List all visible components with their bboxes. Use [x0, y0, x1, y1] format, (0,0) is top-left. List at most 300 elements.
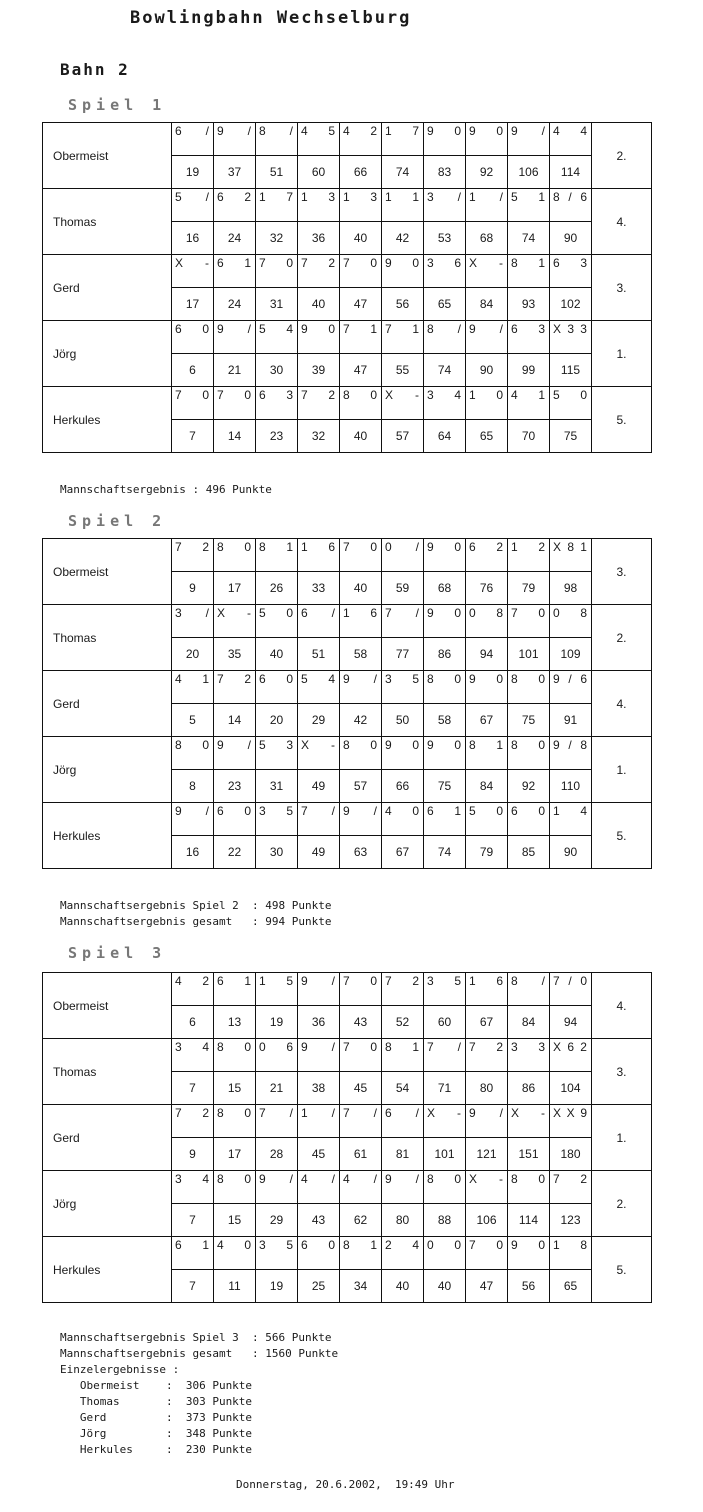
roll: 5 — [286, 974, 293, 988]
cumulative-score: 35 — [214, 638, 256, 671]
print-timestamp: Donnerstag, 20.6.2002, 19:49 Uhr — [236, 1478, 455, 1491]
roll: 1 — [469, 388, 476, 402]
roll: 8 — [343, 738, 350, 752]
roll: 1 — [553, 804, 560, 818]
lane-heading: Bahn 2 — [60, 60, 130, 79]
roll: 0 — [328, 322, 335, 336]
roll: 8 — [511, 672, 518, 686]
player-name: Thomas — [43, 189, 172, 255]
roll: / — [205, 606, 209, 620]
roll: 0 — [454, 1238, 461, 1252]
roll: 2 — [580, 1172, 587, 1186]
frame-rolls — [340, 803, 382, 836]
cumulative-score: 86 — [424, 638, 466, 671]
player-name: Thomas — [43, 605, 172, 671]
cumulative-score: 20 — [172, 638, 214, 671]
roll: 1 — [385, 124, 392, 138]
roll: 0 — [538, 606, 545, 620]
score-table — [42, 972, 652, 1303]
player-frames-row — [43, 1237, 652, 1270]
roll: 4 — [301, 1172, 308, 1186]
roll: 6 — [259, 388, 266, 402]
frame-rolls — [382, 973, 424, 1006]
roll: 9 — [175, 804, 182, 818]
cumulative-score: 6 — [172, 354, 214, 387]
roll: 9 — [553, 672, 560, 686]
cumulative-score: 15 — [214, 1204, 256, 1237]
frame-rolls — [172, 605, 214, 638]
roll: 4 — [328, 672, 335, 686]
roll: 6 — [580, 672, 587, 686]
roll: 7 — [511, 606, 518, 620]
cumulative-score: 15 — [214, 1072, 256, 1105]
roll: 7 — [385, 606, 392, 620]
roll: 1 — [202, 1238, 209, 1252]
roll: 4 — [217, 1238, 224, 1252]
roll: 8 — [385, 1040, 392, 1054]
frame-rolls — [172, 321, 214, 354]
roll: 3 — [259, 804, 266, 818]
frame-rolls — [214, 189, 256, 222]
player-placing: 1. — [592, 321, 652, 387]
roll: 8 — [511, 738, 518, 752]
roll: 6 — [217, 256, 224, 270]
cumulative-score: 91 — [550, 704, 592, 737]
cumulative-score: 74 — [424, 354, 466, 387]
player-placing: 3. — [592, 1039, 652, 1105]
frame-rolls — [424, 1171, 466, 1204]
frame-rolls — [424, 1105, 466, 1138]
roll: 1 — [244, 256, 251, 270]
roll: / — [331, 974, 335, 988]
frame-rolls — [214, 1039, 256, 1072]
roll: 3 — [328, 190, 335, 204]
roll: - — [205, 256, 209, 270]
roll: 7 — [343, 974, 350, 988]
player-frames-row — [43, 803, 652, 836]
roll: 2 — [496, 1040, 503, 1054]
roll: 9 — [301, 974, 308, 988]
roll: / — [415, 1106, 419, 1120]
frame-rolls — [424, 737, 466, 770]
cumulative-score: 33 — [298, 572, 340, 605]
frame-rolls — [550, 255, 592, 288]
cumulative-score: 83 — [424, 156, 466, 189]
frame-rolls — [172, 255, 214, 288]
frame-rolls — [172, 189, 214, 222]
roll: - — [541, 1106, 545, 1120]
roll: 0 — [244, 1238, 251, 1252]
cumulative-score: 79 — [466, 836, 508, 869]
roll: 1 — [370, 1238, 377, 1252]
frame-rolls — [466, 803, 508, 836]
cumulative-score: 114 — [508, 1204, 550, 1237]
roll: / — [247, 124, 251, 138]
roll: 0 — [259, 1040, 266, 1054]
roll: 5 — [469, 804, 476, 818]
frame-rolls — [340, 1105, 382, 1138]
cumulative-score: 47 — [466, 1270, 508, 1303]
roll: 9 — [469, 1106, 476, 1120]
roll: 1 — [343, 606, 350, 620]
player-placing: 4. — [592, 973, 652, 1039]
cumulative-score: 31 — [256, 770, 298, 803]
roll: / — [568, 974, 572, 988]
roll: 0 — [244, 388, 251, 402]
frame-rolls — [550, 803, 592, 836]
frame-rolls — [508, 605, 550, 638]
roll: 4 — [511, 388, 518, 402]
frame-rolls — [382, 123, 424, 156]
player-name: Gerd — [43, 671, 172, 737]
frame-rolls — [340, 973, 382, 1006]
cumulative-score: 56 — [508, 1270, 550, 1303]
cumulative-score: 101 — [508, 638, 550, 671]
frame-rolls — [298, 123, 340, 156]
roll: 8 — [343, 1238, 350, 1252]
frame-rolls — [550, 1237, 592, 1270]
player-name: Gerd — [43, 1105, 172, 1171]
roll: 0 — [370, 256, 377, 270]
roll: 6 — [301, 606, 308, 620]
cumulative-score: 40 — [340, 572, 382, 605]
frame-rolls — [256, 321, 298, 354]
summary-line: Mannschaftsergebnis gesamt : 1560 Punkte — [60, 1347, 339, 1360]
roll: 8 — [259, 124, 266, 138]
roll: 8 — [427, 1172, 434, 1186]
cumulative-score: 42 — [340, 704, 382, 737]
cumulative-score: 104 — [550, 1072, 592, 1105]
player-frames-row — [43, 1171, 652, 1204]
roll: 4 — [175, 974, 182, 988]
cumulative-score: 19 — [256, 1006, 298, 1039]
roll: 8 — [511, 256, 518, 270]
roll: 5 — [175, 190, 182, 204]
frame-rolls — [340, 255, 382, 288]
roll: 1 — [538, 388, 545, 402]
roll: 2 — [580, 1040, 587, 1054]
frame-rolls — [340, 737, 382, 770]
player-frames-row — [43, 1039, 652, 1072]
cumulative-score: 84 — [466, 288, 508, 321]
roll: / — [331, 1106, 335, 1120]
roll: 3 — [427, 974, 434, 988]
roll: 9 — [217, 322, 224, 336]
roll: / — [499, 322, 503, 336]
roll: 3 — [286, 738, 293, 752]
frame-rolls — [214, 387, 256, 420]
roll: / — [205, 124, 209, 138]
roll: 5 — [301, 672, 308, 686]
roll: 2 — [244, 190, 251, 204]
cumulative-score: 64 — [424, 420, 466, 453]
roll: 0 — [580, 974, 587, 988]
frame-rolls — [256, 1105, 298, 1138]
roll: 1 — [301, 540, 308, 554]
cumulative-score: 14 — [214, 704, 256, 737]
roll: / — [541, 974, 545, 988]
roll: 7 — [385, 322, 392, 336]
roll: 0 — [412, 738, 419, 752]
cumulative-score: 23 — [256, 420, 298, 453]
frame-rolls — [466, 973, 508, 1006]
frame-rolls — [382, 1237, 424, 1270]
roll: 7 — [553, 974, 560, 988]
roll: 9 — [427, 606, 434, 620]
cumulative-score: 68 — [424, 572, 466, 605]
roll: 6 — [175, 322, 182, 336]
player-name: Obermeist — [43, 123, 172, 189]
score-table — [42, 538, 652, 869]
roll: 9 — [259, 1172, 266, 1186]
cumulative-score: 40 — [256, 638, 298, 671]
cumulative-score: 180 — [550, 1138, 592, 1171]
roll: 8 — [175, 738, 182, 752]
cumulative-score: 90 — [466, 354, 508, 387]
frame-rolls — [172, 1039, 214, 1072]
roll: X — [217, 606, 226, 620]
roll: 0 — [496, 672, 503, 686]
summary-line: Obermeist : 306 Punkte — [60, 1379, 253, 1392]
frame-rolls — [382, 189, 424, 222]
frame-rolls — [298, 973, 340, 1006]
cumulative-score: 80 — [466, 1072, 508, 1105]
roll: 5 — [259, 738, 266, 752]
roll: 0 — [496, 388, 503, 402]
roll: 0 — [244, 1040, 251, 1054]
roll: 1 — [412, 1040, 419, 1054]
frame-rolls — [298, 1171, 340, 1204]
roll: 6 — [580, 190, 587, 204]
roll: / — [541, 124, 545, 138]
cumulative-score: 30 — [256, 354, 298, 387]
frame-rolls — [550, 605, 592, 638]
team-result-summary — [60, 1330, 338, 1458]
cumulative-score: 32 — [298, 420, 340, 453]
roll: 9 — [217, 124, 224, 138]
roll: 7 — [301, 388, 308, 402]
roll: 9 — [343, 804, 350, 818]
player-frames-row — [43, 605, 652, 638]
cumulative-score: 58 — [340, 638, 382, 671]
frame-rolls — [340, 1171, 382, 1204]
frame-rolls — [298, 539, 340, 572]
player-frames-row — [43, 255, 652, 288]
cumulative-score: 13 — [214, 1006, 256, 1039]
frame-rolls — [508, 387, 550, 420]
roll: 0 — [370, 974, 377, 988]
roll: 4 — [286, 322, 293, 336]
roll: 0 — [496, 124, 503, 138]
frame-rolls — [550, 539, 592, 572]
frame-rolls — [382, 1105, 424, 1138]
roll: 6 — [511, 322, 518, 336]
roll: 6 — [301, 1238, 308, 1252]
roll: 3 — [175, 606, 182, 620]
roll: 7 — [286, 190, 293, 204]
player-name: Herkules — [43, 1237, 172, 1303]
roll: 1 — [259, 974, 266, 988]
player-placing: 1. — [592, 1105, 652, 1171]
roll: - — [499, 256, 503, 270]
frame-rolls — [424, 1039, 466, 1072]
frame-rolls — [550, 1105, 592, 1138]
roll: 5 — [259, 322, 266, 336]
summary-line: Gerd : 373 Punkte — [60, 1411, 253, 1424]
cumulative-score: 79 — [508, 572, 550, 605]
cumulative-score: 60 — [424, 1006, 466, 1039]
frame-rolls — [214, 1171, 256, 1204]
roll: 5 — [259, 606, 266, 620]
frame-rolls — [466, 737, 508, 770]
frame-rolls — [214, 123, 256, 156]
roll: 8 — [511, 1172, 518, 1186]
frame-rolls — [340, 189, 382, 222]
roll: 9 — [469, 124, 476, 138]
roll: 0 — [385, 540, 392, 554]
roll: / — [457, 322, 461, 336]
frame-rolls — [214, 1237, 256, 1270]
roll: 4 — [175, 672, 182, 686]
frame-rolls — [424, 255, 466, 288]
roll: 7 — [469, 1238, 476, 1252]
frame-rolls — [298, 605, 340, 638]
roll: 4 — [454, 388, 461, 402]
player-placing: 5. — [592, 387, 652, 453]
roll: - — [457, 1106, 461, 1120]
cumulative-score: 43 — [298, 1204, 340, 1237]
roll: 0 — [286, 256, 293, 270]
roll: 2 — [538, 540, 545, 554]
cumulative-score: 60 — [298, 156, 340, 189]
roll: 6 — [175, 124, 182, 138]
roll: 0 — [286, 672, 293, 686]
roll: 7 — [175, 1106, 182, 1120]
frame-rolls — [340, 123, 382, 156]
frame-rolls — [382, 605, 424, 638]
cumulative-score: 36 — [298, 1006, 340, 1039]
cumulative-score: 20 — [256, 704, 298, 737]
game-label: Spiel 3 — [68, 944, 167, 962]
roll: 8 — [217, 1172, 224, 1186]
roll: 0 — [412, 256, 419, 270]
roll: 7 — [259, 256, 266, 270]
player-placing: 2. — [592, 1171, 652, 1237]
player-placing: 4. — [592, 671, 652, 737]
frame-rolls — [256, 1237, 298, 1270]
roll: 1 — [244, 974, 251, 988]
summary-line: Mannschaftsergebnis gesamt : 994 Punkte — [60, 915, 332, 928]
roll: / — [289, 1172, 293, 1186]
frame-rolls — [214, 973, 256, 1006]
roll: X — [385, 388, 394, 402]
roll: 3 — [385, 672, 392, 686]
roll: 0 — [370, 540, 377, 554]
roll: 1 — [454, 804, 461, 818]
roll: 4 — [202, 1040, 209, 1054]
summary-line: Mannschaftsergebnis Spiel 3 : 566 Punkte — [60, 1331, 332, 1344]
roll: / — [289, 124, 293, 138]
frame-rolls — [256, 539, 298, 572]
roll: 9 — [385, 1172, 392, 1186]
frame-rolls — [172, 737, 214, 770]
roll: 0 — [496, 1238, 503, 1252]
roll: 2 — [244, 672, 251, 686]
roll: 6 — [427, 804, 434, 818]
roll: 0 — [538, 672, 545, 686]
roll: / — [331, 1040, 335, 1054]
roll: 7 — [427, 1040, 434, 1054]
roll: 1 — [301, 190, 308, 204]
cumulative-score: 57 — [340, 770, 382, 803]
roll: 3 — [286, 388, 293, 402]
frame-rolls — [214, 737, 256, 770]
frame-rolls — [466, 321, 508, 354]
player-name: Obermeist — [43, 539, 172, 605]
roll: / — [415, 606, 419, 620]
roll: 0 — [370, 738, 377, 752]
cumulative-score: 74 — [382, 156, 424, 189]
roll: 0 — [454, 672, 461, 686]
roll: / — [205, 804, 209, 818]
roll: 6 — [217, 190, 224, 204]
roll: 0 — [244, 1172, 251, 1186]
cumulative-score: 81 — [382, 1138, 424, 1171]
cumulative-score: 16 — [172, 222, 214, 255]
roll: 7 — [343, 1106, 350, 1120]
cumulative-score: 39 — [298, 354, 340, 387]
roll: 0 — [244, 540, 251, 554]
roll: / — [499, 1106, 503, 1120]
summary-line: Jörg : 348 Punkte — [60, 1427, 253, 1440]
roll: 9 — [217, 738, 224, 752]
cumulative-score: 40 — [340, 420, 382, 453]
cumulative-score: 92 — [466, 156, 508, 189]
cumulative-score: 19 — [256, 1270, 298, 1303]
roll: 9 — [469, 672, 476, 686]
roll: X — [175, 256, 184, 270]
cumulative-score: 62 — [340, 1204, 382, 1237]
cumulative-score: 29 — [256, 1204, 298, 1237]
frame-rolls — [172, 1171, 214, 1204]
roll: 0 — [370, 388, 377, 402]
roll: 8 — [496, 606, 503, 620]
roll: 4 — [343, 124, 350, 138]
roll: 7 — [553, 1172, 560, 1186]
roll: 7 — [343, 540, 350, 554]
player-placing: 3. — [592, 255, 652, 321]
roll: 7 — [175, 540, 182, 554]
roll: 9 — [553, 738, 560, 752]
frame-rolls — [424, 387, 466, 420]
cumulative-score: 61 — [340, 1138, 382, 1171]
frame-rolls — [382, 539, 424, 572]
cumulative-score: 84 — [466, 770, 508, 803]
roll: 6 — [259, 672, 266, 686]
cumulative-score: 65 — [466, 420, 508, 453]
roll: 6 — [328, 540, 335, 554]
frame-rolls — [214, 255, 256, 288]
roll: 1 — [553, 1238, 560, 1252]
cumulative-score: 19 — [172, 156, 214, 189]
roll: 9 — [469, 322, 476, 336]
player-frames-row — [43, 671, 652, 704]
cumulative-score: 7 — [172, 1204, 214, 1237]
page-title: Bowlingbahn Wechselburg — [130, 8, 412, 28]
cumulative-score: 76 — [466, 572, 508, 605]
cumulative-score: 47 — [340, 354, 382, 387]
roll: 0 — [286, 606, 293, 620]
